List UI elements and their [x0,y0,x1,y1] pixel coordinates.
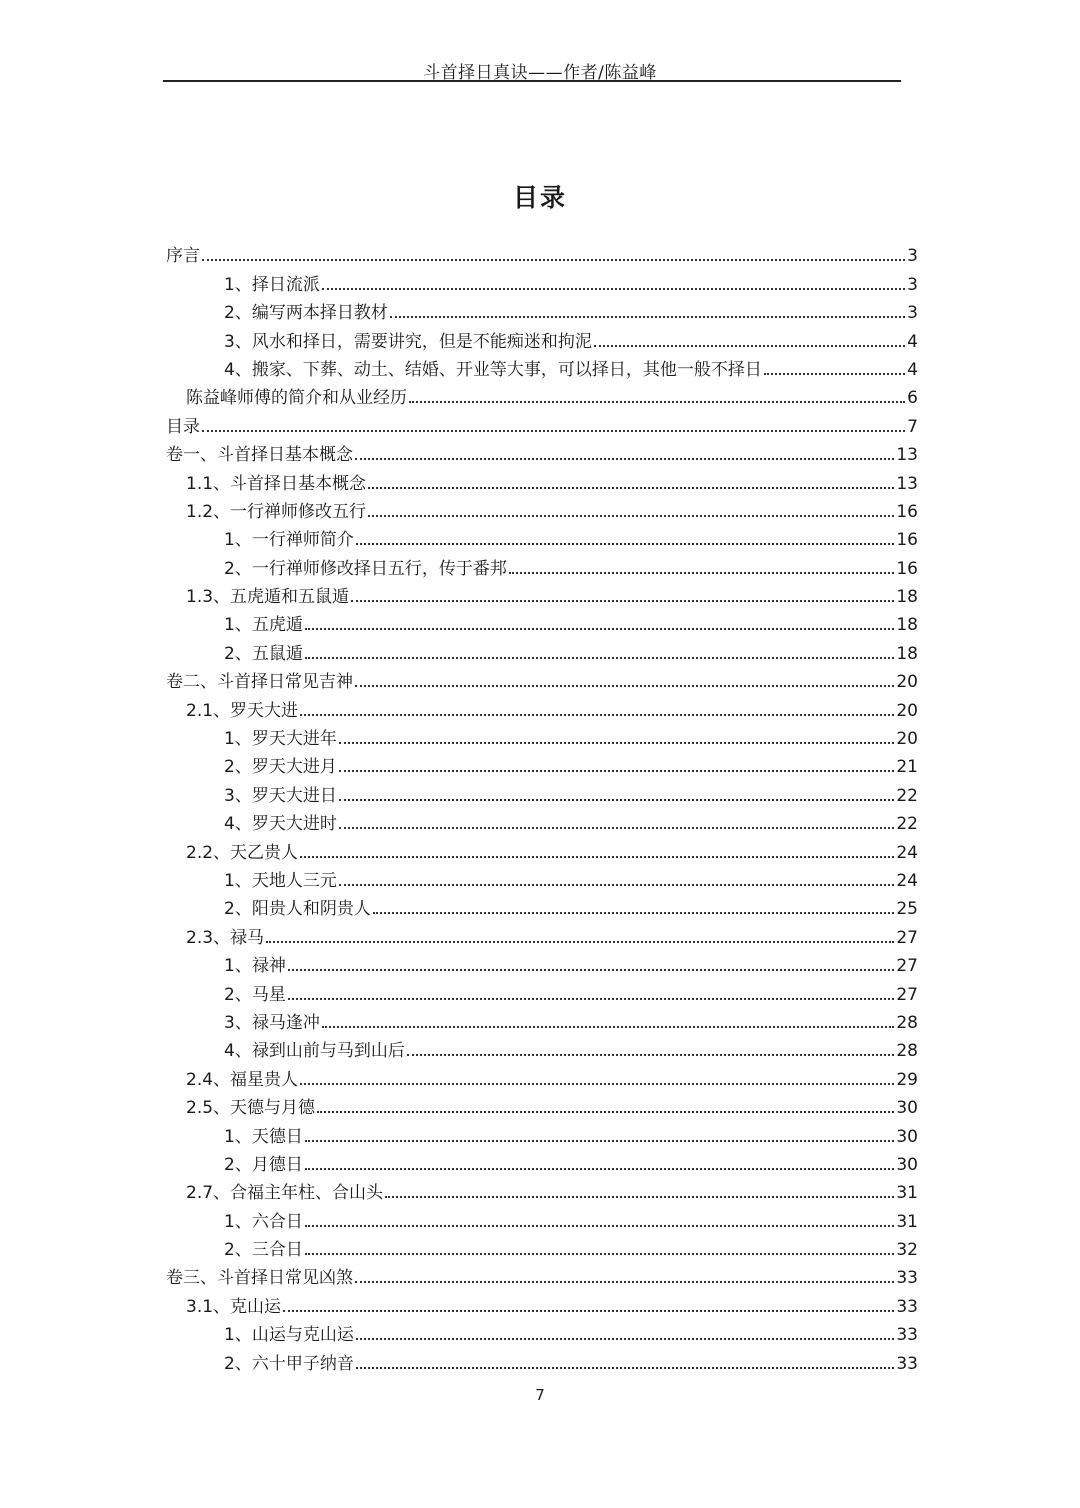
toc-entry-label: 卷三、斗首择日常见凶煞 [166,1268,353,1289]
dot-leader [368,515,894,517]
header-rule [163,80,901,82]
dot-leader [339,770,895,772]
running-header: 斗首择日真诀——作者/陈益峰 [423,63,657,83]
toc-entry-page: 20 [896,672,918,693]
toc-entry [166,295,918,323]
toc-entry-page: 33 [896,1325,918,1346]
toc-entry [166,1118,918,1146]
toc-entry-label: 1、择日流派 [224,274,320,295]
dot-leader [356,543,895,545]
toc-entry-page: 29 [896,1069,918,1090]
toc-entry-label: 卷一、斗首择日基本概念 [166,445,353,466]
toc-entry-page: 18 [896,643,918,664]
dot-leader [283,1310,894,1312]
dot-leader [355,458,894,460]
toc-entry-label: 1、天地人三元 [224,870,337,891]
toc-entry [166,664,918,692]
toc-entry-page: 4 [907,331,918,352]
toc-entry-label: 2、罗天大进月 [224,757,337,778]
page-number: 7 [535,1386,545,1404]
toc-entry-label: 2.5、天德与月德 [186,1098,316,1119]
dot-leader [339,827,895,829]
dot-leader [305,628,895,630]
toc-entry [166,1345,918,1373]
dot-leader [305,1140,895,1142]
toc-entry [166,437,918,465]
toc-entry-label: 4、禄到山前与马到山后 [224,1041,405,1062]
toc-entry [166,522,918,550]
dot-leader [509,572,895,574]
toc-entry-page: 6 [907,388,918,409]
toc-entry-label: 1.3、五虎遁和五鼠遁 [186,587,350,608]
toc-entry [166,465,918,493]
toc-entry [166,1232,918,1260]
dot-leader [305,657,895,659]
toc-entry-page: 30 [896,1126,918,1147]
dot-leader [202,259,905,261]
toc-entry-label: 卷二、斗首择日常见吉神 [166,672,353,693]
toc-entry [166,806,918,834]
toc-entry-label: 2、编写两本择日教材 [224,303,388,324]
toc-entry-label: 1、山运与克山运 [224,1325,354,1346]
dot-leader [300,1083,894,1085]
toc-entry-label: 1、六合日 [224,1211,303,1232]
toc-entry-label: 1.1、斗首择日基本概念 [186,473,367,494]
toc-entry [166,976,918,1004]
dot-leader [300,856,894,858]
dot-leader [202,430,905,432]
toc-entry [166,494,918,522]
toc-entry [166,749,918,777]
toc-entry-page: 25 [896,899,918,920]
toc-entry-page: 3 [907,246,918,267]
toc-entry [166,579,918,607]
toc-entry-label: 2.4、福星贵人 [186,1069,299,1090]
toc-entry-label: 1、禄神 [224,956,286,977]
dot-leader [407,1054,895,1056]
toc-entry-label: 3.1、克山运 [186,1296,282,1317]
dot-leader [409,401,905,403]
dot-leader [339,884,895,886]
toc-entry-page: 27 [896,956,918,977]
toc-entry-page: 28 [896,1041,918,1062]
toc-entry-page: 31 [896,1211,918,1232]
toc-entry-page: 16 [896,558,918,579]
toc-entry-page: 33 [896,1353,918,1374]
toc-entry-label: 2、一行禅师修改择日五行，传于番邦 [224,558,507,579]
toc-entry-page: 31 [896,1183,918,1204]
toc-entry-label: 1、五虎遁 [224,615,303,636]
toc-entry-page: 7 [907,416,918,437]
dot-leader [351,600,894,602]
toc-entry [166,352,918,380]
page-title: 目录 [512,183,567,212]
toc-entry-page: 24 [896,870,918,891]
toc-entry-page: 27 [896,984,918,1005]
dot-leader [317,1111,894,1113]
toc-entry [166,380,918,408]
dot-leader [764,373,905,375]
toc-entry-label: 4、罗天大进时 [224,814,337,835]
toc-entry-page: 18 [896,615,918,636]
toc-entry-page: 3 [907,303,918,324]
toc-entry-page: 33 [896,1268,918,1289]
dot-leader [288,998,895,1000]
dot-leader [266,941,894,943]
toc-entry [166,891,918,919]
toc-entry-label: 1、罗天大进年 [224,729,337,750]
toc-entry-label: 2.1、罗天大进 [186,700,299,721]
toc-entry-page: 21 [896,757,918,778]
dot-leader [339,799,895,801]
toc-entry-label: 4、搬家、下葬、动土、结婚、开业等大事，可以择日，其他一般不择日 [224,359,762,380]
toc-entry [166,1317,918,1345]
dot-leader [305,1168,895,1170]
toc-entry [166,863,918,891]
toc-entry-page: 18 [896,587,918,608]
toc-entry-label: 2、三合日 [224,1240,303,1261]
toc-entry [166,238,918,266]
toc-entry-page: 28 [896,1012,918,1033]
toc-entry-page: 22 [896,785,918,806]
toc-entry [166,948,918,976]
dot-leader [355,685,894,687]
table-of-contents [166,238,918,1374]
toc-entry-page: 27 [896,927,918,948]
dot-leader [390,316,905,318]
toc-entry [166,550,918,578]
toc-entry-label: 目录 [166,416,200,437]
dot-leader [305,1253,895,1255]
dot-leader [305,1225,895,1227]
toc-entry [166,1090,918,1118]
toc-entry [166,1175,918,1203]
toc-entry-label: 1.2、一行禅师修改五行 [186,501,367,522]
toc-entry-label: 2.3、禄马 [186,927,265,948]
toc-entry [166,266,918,294]
toc-entry-page: 33 [896,1296,918,1317]
toc-entry-page: 30 [896,1098,918,1119]
toc-entry-label: 3、罗天大进日 [224,785,337,806]
toc-entry [166,721,918,749]
dot-leader [300,714,894,716]
dot-leader [339,742,895,744]
dot-leader [356,1338,895,1340]
dot-leader [322,288,905,290]
toc-entry-label: 1、天德日 [224,1126,303,1147]
toc-entry [166,635,918,663]
dot-leader [288,969,895,971]
toc-entry-label: 2、五鼠遁 [224,643,303,664]
toc-entry-page: 16 [896,501,918,522]
toc-entry [166,1288,918,1316]
toc-entry-label: 2.7、合福主年柱、合山头 [186,1183,384,1204]
toc-entry [166,1260,918,1288]
dot-leader [355,1281,894,1283]
toc-entry [166,323,918,351]
toc-entry-label: 2、阳贵人和阴贵人 [224,899,371,920]
toc-entry-page: 30 [896,1154,918,1175]
toc-entry-label: 3、风水和择日，需要讲究，但是不能痴迷和拘泥 [224,331,592,352]
dot-leader [322,1026,895,1028]
dot-leader [356,1367,895,1369]
toc-entry-page: 4 [907,359,918,380]
toc-entry-label: 1、一行禅师简介 [224,530,354,551]
toc-entry [166,777,918,805]
toc-entry-page: 16 [896,530,918,551]
toc-entry [166,1147,918,1175]
toc-entry-label: 3、禄马逢冲 [224,1012,320,1033]
dot-leader [385,1196,894,1198]
toc-entry-page: 32 [896,1240,918,1261]
toc-entry [166,408,918,436]
dot-leader [594,345,905,347]
toc-entry-label: 2、马星 [224,984,286,1005]
toc-entry-label: 2、月德日 [224,1154,303,1175]
toc-entry-page: 22 [896,814,918,835]
toc-entry [166,1203,918,1231]
toc-entry-page: 3 [907,274,918,295]
toc-entry [166,692,918,720]
toc-entry [166,607,918,635]
toc-entry [166,1033,918,1061]
dot-leader [368,487,894,489]
toc-entry-page: 20 [896,700,918,721]
toc-entry-page: 13 [896,445,918,466]
toc-entry [166,919,918,947]
toc-entry-page: 20 [896,729,918,750]
toc-entry [166,1061,918,1089]
toc-entry [166,834,918,862]
toc-entry-label: 陈益峰师傅的简介和从业经历 [186,388,407,409]
toc-entry-label: 2、六十甲子纳音 [224,1353,354,1374]
toc-entry-page: 13 [896,473,918,494]
toc-entry [166,1005,918,1033]
dot-leader [373,912,895,914]
toc-entry-page: 24 [896,842,918,863]
toc-entry-label: 2.2、天乙贵人 [186,842,299,863]
toc-entry-label: 序言 [166,246,200,267]
